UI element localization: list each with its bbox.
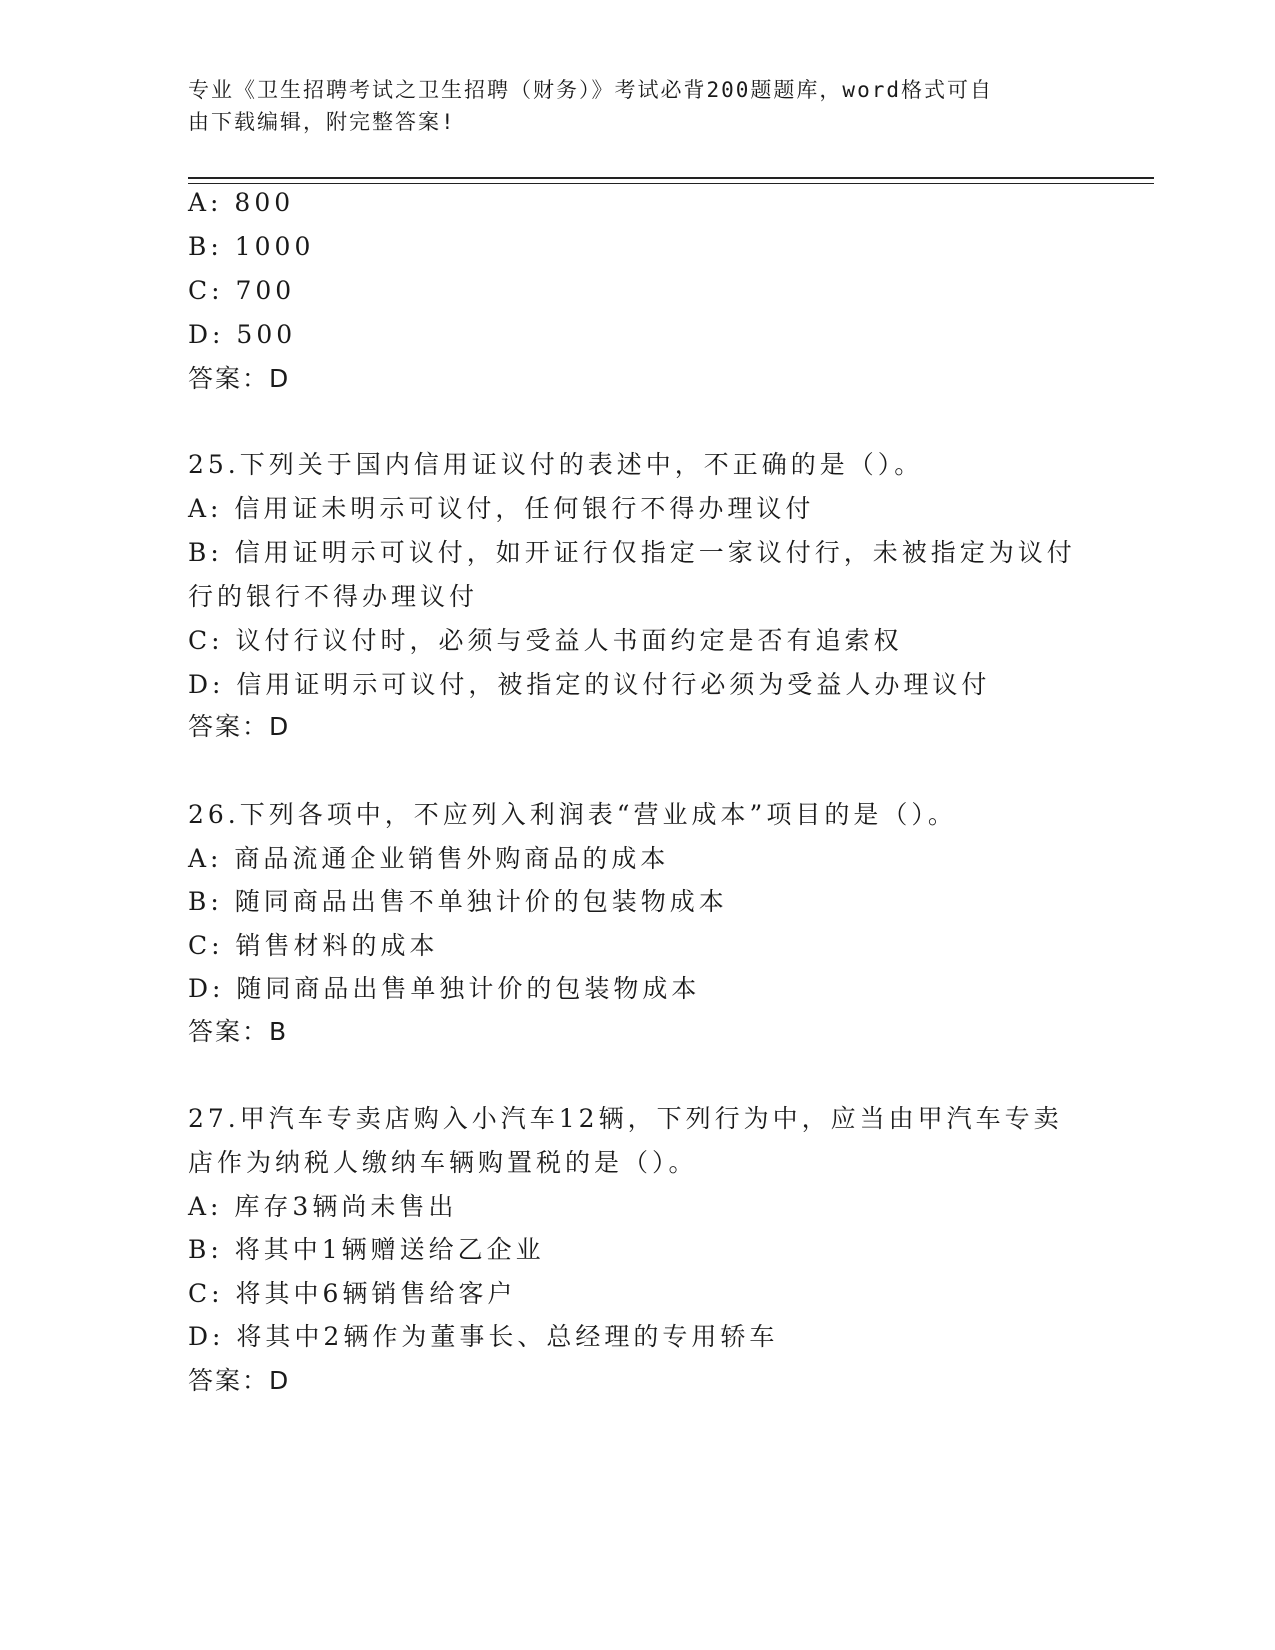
q24-answer: 答案：D [188,364,291,393]
q26-option-b: B: 随同商品出售不单独计价的包装物成本 [188,887,728,916]
q26-option-c: C: 销售材料的成本 [188,931,439,960]
q26-answer: 答案：B [188,1017,289,1046]
q25-option-a: A: 信用证未明示可议付，任何银行不得办理议付 [188,494,815,523]
header-line-1: 专业《卫生招聘考试之卫生招聘（财务）》考试必背200题题库，word格式可自 [188,78,993,102]
q27-option-b: B: 将其中1辆赠送给乙企业 [188,1235,545,1264]
q26-stem: 26.下列各项中，不应列入利润表“营业成本”项目的是（）。 [188,800,957,829]
header-divider-thin [188,183,1154,184]
header-divider-thick [188,177,1154,179]
q24-option-c: C: 700 [188,276,296,305]
q25-option-b-line-2: 行的银行不得办理议付 [188,582,479,611]
header-line-2: 由下载编辑，附完整答案! [188,110,456,134]
q24-option-b: B: 1000 [188,232,315,261]
q24-option-d: D: 500 [188,320,297,349]
q26-option-d: D: 随同商品出售单独计价的包装物成本 [188,974,701,1003]
q24-option-a: A: 800 [188,188,295,217]
q27-answer: 答案：D [188,1366,291,1395]
q27-stem-line-1: 27.甲汽车专卖店购入小汽车12辆，下列行为中，应当由甲汽车专卖 [188,1104,1063,1133]
q27-option-a: A: 库存3辆尚未售出 [188,1192,458,1221]
document-header [188,74,1068,138]
q27-option-c: C: 将其中6辆销售给客户 [188,1279,517,1308]
q25-stem: 25.下列关于国内信用证议付的表述中，不正确的是（）。 [188,450,924,479]
q26-option-a: A: 商品流通企业销售外购商品的成本 [188,844,670,873]
q25-option-c: C: 议付行议付时，必须与受益人书面约定是否有追索权 [188,626,903,655]
q25-option-b-line-1: B: 信用证明示可议付，如开证行仅指定一家议付行，未被指定为议付 [188,538,1076,567]
q25-option-d: D: 信用证明示可议付，被指定的议付行必须为受益人办理议付 [188,670,991,699]
q27-stem-line-2: 店作为纳税人缴纳车辆购置税的是（）。 [188,1148,698,1177]
q25-answer: 答案：D [188,712,291,741]
q27-option-d: D: 将其中2辆作为董事长、总经理的专用轿车 [188,1322,779,1351]
